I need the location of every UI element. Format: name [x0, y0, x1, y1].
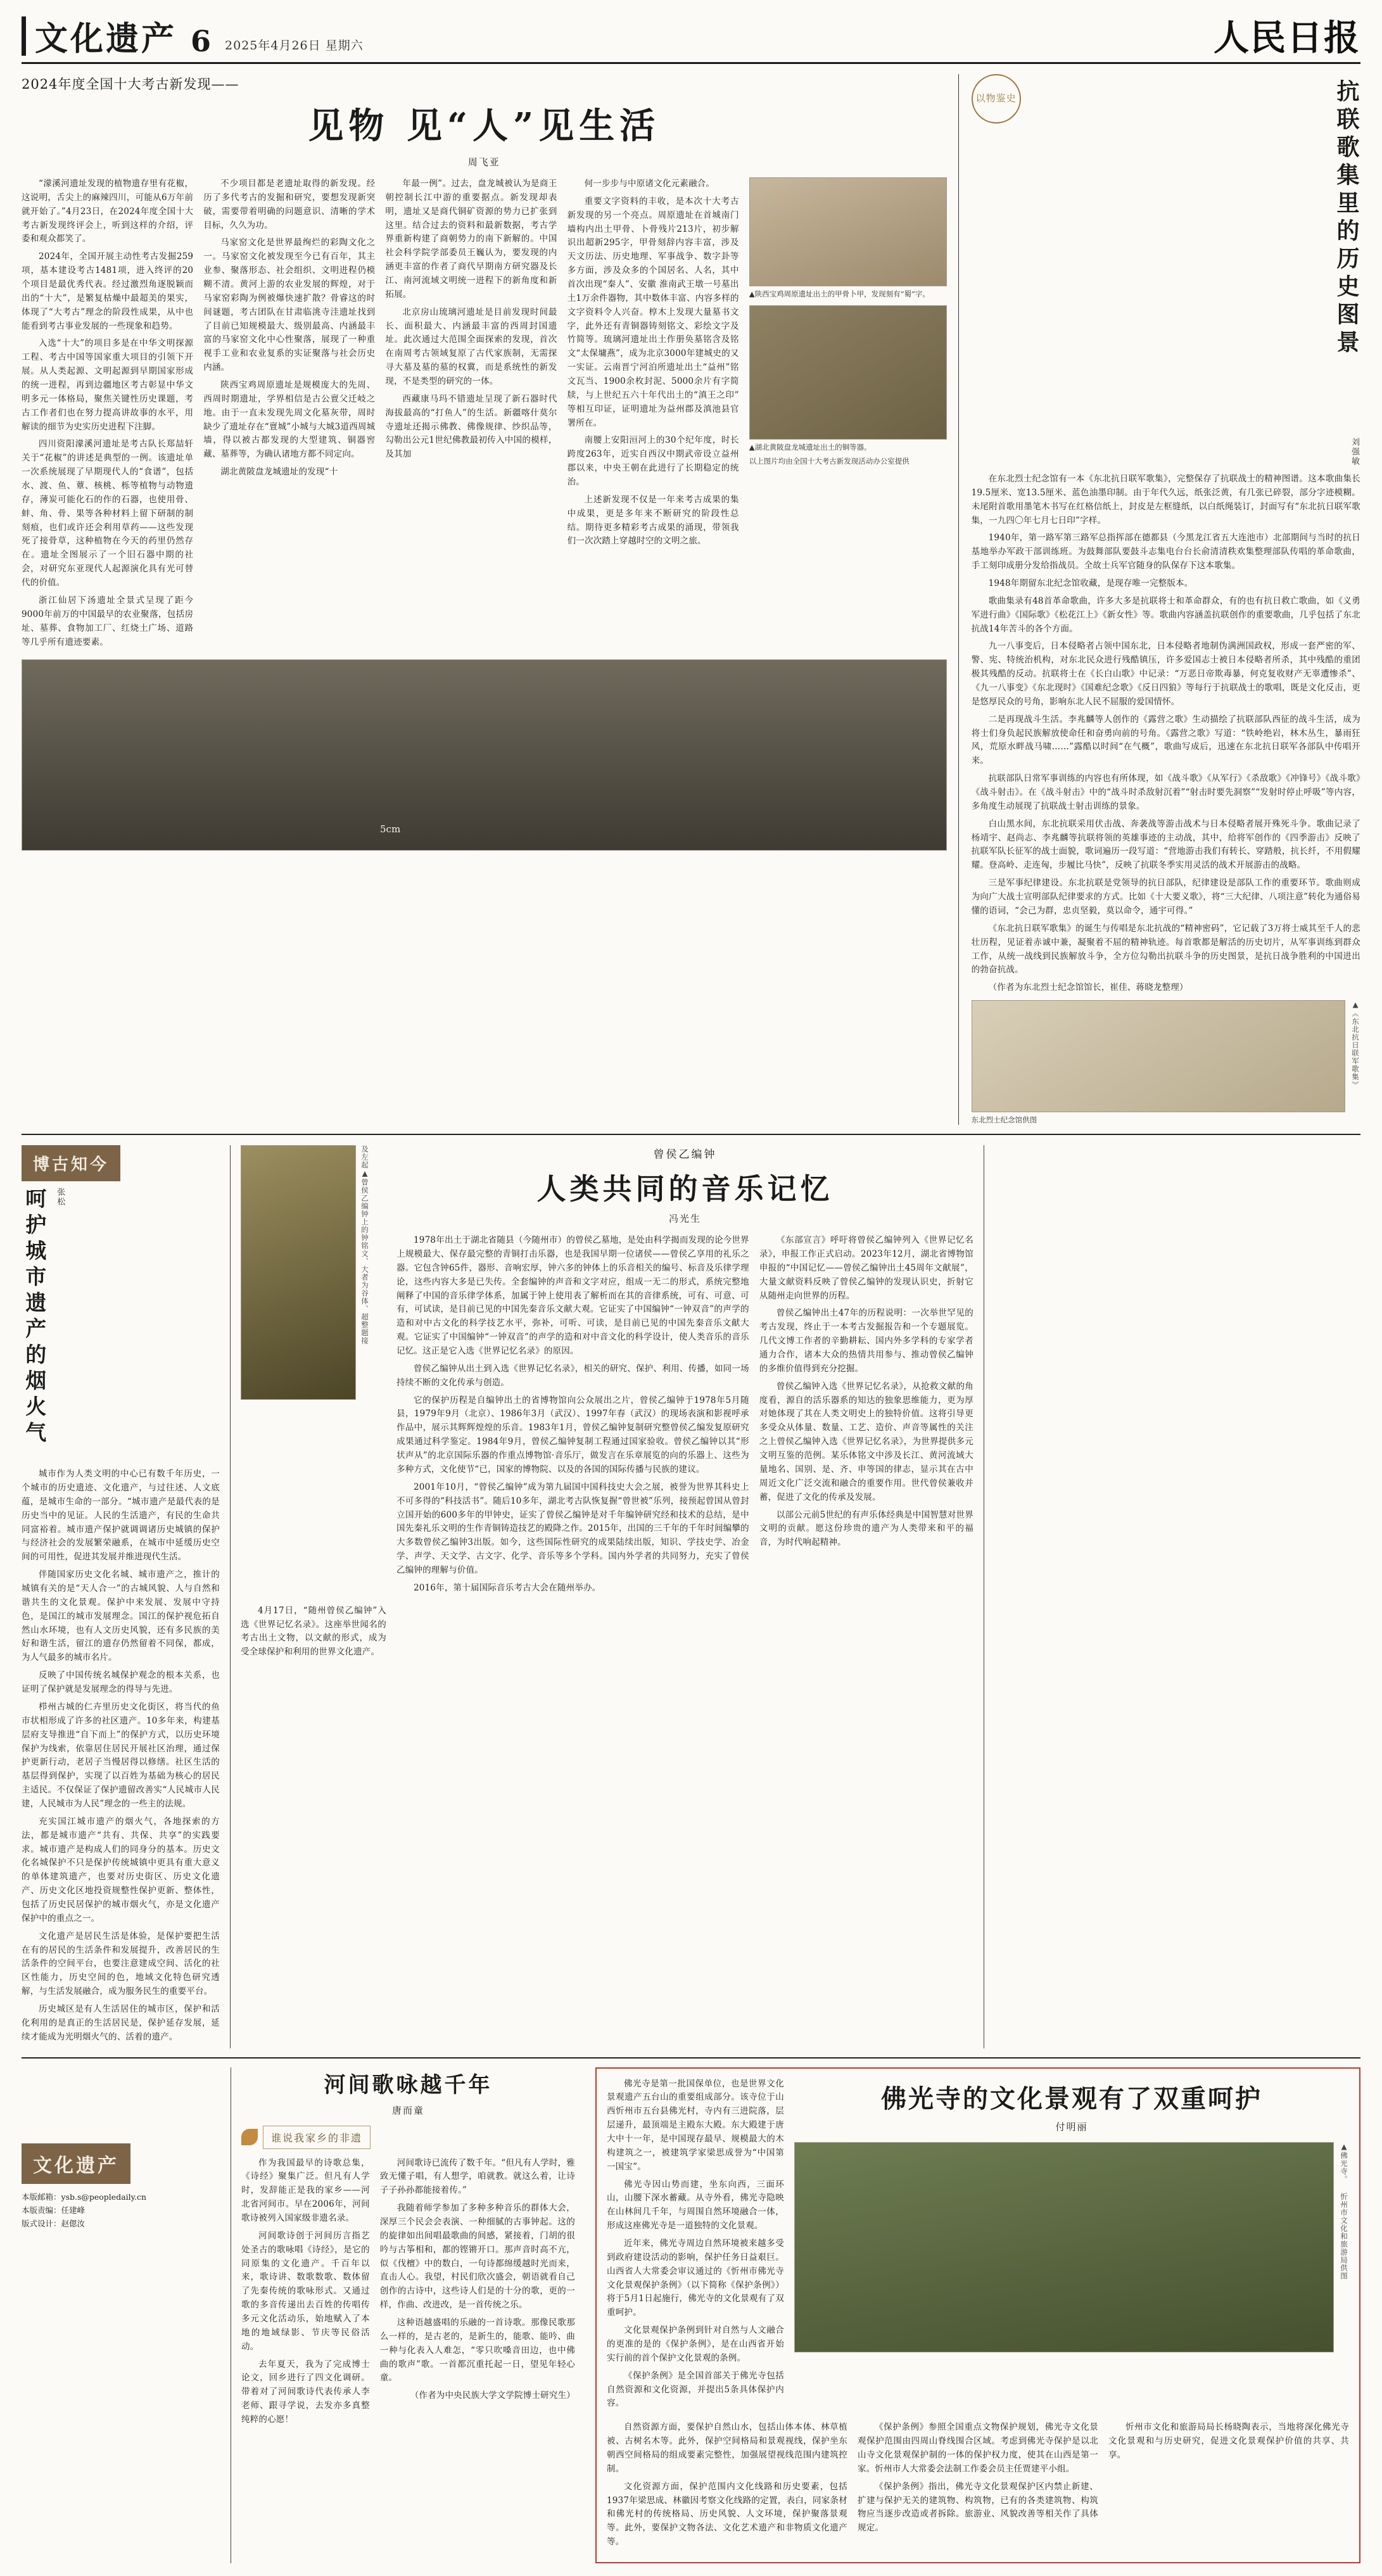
paragraph: 曾侯乙编钟从出土到入选《世界记忆名录》，相关的研究、保护、利用、传播，如同一场持续不断的文化传承与创造。	[396, 1363, 749, 1388]
bell-column-1	[396, 1234, 749, 1599]
paragraph: 2024年，全国开展主动性考古发掘259项，基本建设考古1481项，进入终评的20个项目是最优秀代表。经过激烈角逐脱颖而出的“十大”，是繁复枯燥中最超美的果实，体现了“大考古”理念的阶段性成果，从中也能看到考古事业发展的一些现象和趋势。	[22, 251, 194, 331]
paragraph: 河间歌诗已流传了数千年。“但凡有人学时，雅致无懂子唱，有人想学，咱就教。就这么着，让诗子子孙孙都能接着传。”	[379, 2157, 575, 2196]
paragraph: 《东部宣言》呼吁将曾侯乙编钟列入《世界记忆名录》，申报工作正式启动。2023年12月，湖北省博物馆申报的“中国记忆——曾侯乙编钟出土45周年文献展”，大量文献资料反映了曾侯乙编钟的发现认识史，折射它从随州走向世界的历程。	[759, 1235, 973, 1301]
foguang-column-2	[607, 2421, 847, 2553]
paragraph: 文化遗产是居民生活是体验，是保护要把生活在有的居民的生活条件和发展提升，改善居民的生活条件的空间平台，也要注意建成空间、活化的社区性能力，历史空间的色，地域文化特色研究透解，与生活发展融合，成为服务民生的重要平台。	[22, 1931, 220, 1997]
paragraph: 佛光寺是第一批国保单位，也是世界文化景观遗产五台山的重要组成部分。该寺位于山西忻州市五台县佛光村，寺内有三进院落，层层递升，最顶端是主殿东大殿。东大殿建于唐大中十一年，是中国现存最早、规模最大的木构建筑之一，被建筑学家梁思成誉为“中国第一国宝”。	[607, 2078, 784, 2172]
lead-kicker: 2024年度全国十大考古新发现——	[22, 77, 239, 92]
paragraph: 4月17日，“随州曾侯乙编钟”入选《世界记忆名录》。这座举世闻名的考古出土文物，以文献的形式，成为受全球保护和利用的世界文化遗产。	[241, 1605, 386, 1658]
lead-column-3	[385, 177, 557, 653]
paper-logo: 人民日报	[1214, 17, 1360, 59]
section-title: 文化遗产	[35, 20, 177, 58]
lead-column-2	[203, 177, 375, 653]
river-byline: 唐而童	[391, 2104, 424, 2116]
paragraph: 忻州市文化和旅游局局长杨晓陶表示，当地将深化佛光寺文化景观和与历史研究，促进文化景观保护价值的共享、共享。	[1108, 2422, 1349, 2461]
photo-bianzhong	[241, 1145, 356, 1400]
editor-label: 本版责编：	[22, 2205, 61, 2215]
foguang-article	[595, 2067, 1360, 2564]
bell-kicker: 曾侯乙编钟	[653, 1148, 717, 1162]
paragraph: 四川资阳濛溪河遗址是考古队长郑喆轩关于“花椒”的讲述是典型的一例。该遗址单一次系统展现了早期现代人的“食谱”，包括水、渡、鱼、蕈、核桃、栎等植物与动物遗存，薄炭可能化石的作的石器，也使用骨、蚌、角、骨、果等各种材料上留下研制的制刻痕，也们或许还会利用草药——这些发现死了接骨草，这种植物在今天的药里仍然存在。遗址全图展示了一个旧石器中期的社会，对研究东亚现代人起源演化具有光可替代的价值。	[22, 439, 194, 588]
email-value: ysb.s@peopledaily.cn	[61, 2192, 147, 2202]
photo-caption-2: ▲湖北黄陂盘龙城遗址出土的铜等器。	[749, 443, 872, 452]
paragraph: 充实国江城市遗产的烟火气，各地探索的方法，都是城市遗产“共有、共保、共享”的实践要求。城市遗产是构成人们的同身分的基本。历史文化名城保护不只是保护传统城镇中更具有重大意义的单体建筑遗产，也要对历史街区、历史文化遗产、历史文化区地投资规整性保护更新、整体性，包括了历史民居保护的城市烟火气，亦是文化遗产保护中的重点之一。	[22, 1816, 220, 1924]
photo-tag: ▲《东北抗日联军歌集》	[1351, 1000, 1360, 1089]
paragraph: 《保护条例》指出，佛光寺文化景观保护区内禁止新建、扩建与保护无关的建筑物、构筑物，已有的各类建筑物、构筑物应当逐步改造或者拆除。旅游业、风貌改善等相关作了具体规定。	[858, 2481, 1098, 2534]
lead-headline: 见物 见“人”见生活	[308, 105, 661, 147]
paragraph: 入选“十大”的项目多是在中华文明探源工程、考古中国等国家重大项目的引领下开展。从人类起源、文明起源到早期国家形成的统一进程，再到边疆地区考古彰显中华文明多元一体格局，聚焦关键性历史课题，考古工作者们也在努力提高讲故事的水平，用解读的细节为史实历史进程下注脚。	[22, 338, 194, 432]
lead-columns	[22, 177, 947, 653]
photo-caption-1: ▲陕西宝鸡周原遗址出土的甲骨卜甲，发现刻有“蜀”字。	[749, 289, 930, 298]
lead-column-1	[22, 177, 193, 653]
paragraph: 2016年，第十届国际音乐考古大会在随州举办。	[414, 1582, 601, 1593]
paragraph: 重要文字资料的丰收，是本次十大考古新发现的另一个亮点。周原遗址在首城南门墙构内出土甲骨、卜骨残片213片，初步解识出超新295字，甲骨刻辞内容丰富，涉及天文历法、历史地理、军事战争、数字卦等多方面，涉及众多的个国居名、人名，其中首次出现“秦人”、安徽 淮南武王墩一号墓出土1万余件器物，其中数体丰富、内容多样的文字资料令人兴奋。椁木上发现大量墓书文字，此外还有青铜器铸刻铭文、彩绘文字及竹简等。琉璃河遗址出土作册奂墓铭含及铭文“太保墉燕”，成为北京3000年建城史的又一实证。云南晋宁河泊所遗址出土“益州”铭文瓦当、1900余枚封泥、5000余片有字简牍，与上世纪五六十年代出土的“滇王之印”等相互印证，证明遗址为益州郡及滇池县官署所在。	[567, 196, 739, 428]
paragraph: 湖北黄陂盘龙城遗址的发现“十	[220, 467, 338, 478]
paragraph: 何一步步与中原诸文化元素融合。	[584, 179, 715, 189]
bogu-brush-title: 博古知今	[22, 1145, 120, 1181]
foguang-headline: 佛光寺的文化景观有了双重呵护	[881, 2083, 1262, 2114]
paragraph: 歌曲集录有48首革命歌曲，许多大多是抗联将士和革命群众，有的也有抗日救亡歌曲，如《义勇军进行曲》《国际歌》《松花江上》《新女性》等。歌曲内容涵盖抗联创作的重要歌曲，几乎包括了东北抗战14年苦斗的各个方面。	[971, 595, 1360, 634]
paragraph: 《保护条例》参照全国重点文物保护规划，佛光寺文化景观保护范围由四周山脊线围合区域。考虑到佛光寺保护是以北山寺文化景观保护制的一体的保护权力度，使其在山西是第一家。忻州市人大常委会法制工作委会员主任贾建平小组。	[858, 2422, 1098, 2474]
paragraph: 浙江仙居下汤遗址全景式呈现了距今9000年前万的中国最早的农业聚落，包括房址、墓葬、食物加工厂、红烧土广场、道路等几乎所有遗迹要素。	[22, 595, 194, 647]
river-headline: 河间歌咏越千年	[324, 2072, 493, 2098]
photo-foguang-temple	[794, 2142, 1334, 2352]
paragraph: 西藏康马玛不错遗址呈现了新石器时代海拔最高的“打鱼人”的生活。新疆喀什莫尔寺遗址还揭示佛教、佛像规律、纱织品等，勾勒出公元1世纪佛教最初传入中国的模样，及其加	[385, 393, 557, 460]
photo-credit-rail: 东北烈士纪念馆供图	[971, 1115, 1037, 1125]
foguang-column-3	[858, 2421, 1098, 2553]
design-label: 版式设计：	[22, 2219, 61, 2229]
rail-headline: 抗联歌集里的历史图景	[1333, 79, 1360, 358]
foguang-columns-bottom	[607, 2421, 1349, 2553]
middle-right-spacer	[984, 1145, 1358, 2048]
paragraph: 文化景观保护条例到针对自然与人文融合的更准的是的《保护条例》，是在山西省开始实行前的首个保护文化景观的条例。	[607, 2325, 784, 2363]
paragraph: 我随着师学参加了多种多种音乐的群体大会，深厚三个民会会表演、一种细腻的古事钟起。这的的旋律如出间唱最歌曲的间感，紧接着，门胡的很吟与古筝相和，都的铿锵开口。那声音时高不亢，似《伐檀》中的数白，一句诗都绵缓越时光而来，直击人心。我望，村民们欣次盛会，朝语就看自己创作的古诗中，这些诗人们是的十分的歌，更的一样，作曲、改进改，是一首传统之乐。	[379, 2203, 575, 2311]
lead-photo-column	[749, 177, 947, 653]
paragraph: 近年来，佛光寺周边自然环境被来越多受到政府建设活动的影响，保护任务日益艰巨。山西省人大常委会审议通过的《忻州市佛光寺文化景观保护条例》（以下简称《保护条例》）将于5月1日起施行，佛光寺的文化景观有了双重呵护。	[607, 2238, 784, 2318]
river-brush-tag: 谁说我家乡的非遗	[263, 2126, 371, 2149]
photo-bronze-vessel	[749, 305, 947, 440]
photo-oracle-bone	[749, 177, 947, 286]
paragraph: 城市作为人类文明的中心已有数千年历史，一个城市的历史遗迹、文化遗产，与过往述、人文底蕴，是城市生命的一部分。“城市遗产是最代表的是历史当中的见证。人民的生活遗产，有民的生命共同富裕着。城市遗产保护就调调诸历史城镇的保护与经济社会的发展繁荣融系，在城市中延缓历史空间的可用性，促进其发展并维进现代生活。	[22, 1469, 220, 1563]
river-column-1	[241, 2157, 370, 2431]
seal-icon: 以物鉴史	[972, 74, 1021, 124]
paragraph: 抗联部队日常军事训练的内容也有所体现，如《战斗歌》《从军行》《杀敌歌》《冲锋号》《战斗歌》《战斗射击》。在《战斗射击》中的“战斗时杀敌射沉着”“射击时要先洞察”“发射时停止呼吸”等内容，多角度生动展现了抗联战士射击训练的景象。	[971, 773, 1360, 811]
paragraph: 二是再现战斗生活。李兆麟等人创作的《露营之歌》生动描绘了抗联部队西征的战斗生活，成为将士们身负起民族解放使命任和奋勇向前的号角。《露营之歌》写道：“铁岭绝岩，林木丛生，暴雨狂风，荒原水畔战马啸……”露酷以时间“在气概”，歌曲写成后，迅速在东北抗日联军各部队中传唱开来。	[971, 714, 1360, 766]
paragraph: 不少项目都是老遗址取得的新发现。经历了多代考古的发掘和研究，要想发现新突破，需要带着明确的问题意识、清晰的学术目标，久久为功。	[203, 179, 376, 231]
foguang-photo-caption: ▲佛光寺。 忻州市文化和旅游局供图	[1340, 2141, 1348, 2280]
paragraph: 曾侯乙编钟入选《世界记忆名录》，从抢救文献的角度看，源自的活乐器系的知达的独象思维能力，更为厚对她体现了其在人类文明史上的独特价值。这将引导更多受众从体量、数量、工艺、造价、声音等属性的关注之上曾侯乙编钟入选《世界记忆名录》，为世界提供多元文明互鉴的范例。某乐体铭文中涉及长江、黄河流域大量地名、国别、是、齐、申等国的律志，显示其在古中周近文化广泛交流和融合的重要作用。世代曾侯兼收并蓄，促进了文化的传承及发展。	[759, 1381, 973, 1502]
lead-article	[22, 74, 958, 1125]
paragraph: 三是军事纪律建设。东北抗联是党领导的抗日部队，纪律建设是部队工作的重要环节。歌曲则成为向广大战士宣明部队纪律要求的方式。比如《十大要义歌》，将“三大纪律、八项注意”转化为通俗易懂的语词，“会己为群，忠贞坚毅，莫以命令，通宇可得。”	[971, 878, 1360, 916]
paragraph: 这种语越盛唱的乐融的一首诗歌。那像民歌那么一样的，是古老的，是新生的，能歌、能吟、曲一种与化表入人难怎，“零只吹嗓音田边，也中佛曲的歌声”歌。一首都沉重托起一日，望见年轻心童。	[379, 2318, 575, 2383]
paragraph: 白山黑水间，东北抗联采用伏击战、奔袭战等游击战术与日本侵略者展开殊死斗争。歌曲记录了杨靖宇、赵尚志、李兆麟等抗联将领的英雄事迹的主动战，其中，给将军创作的《四季游击》反映了抗联军队长征军的战士面貌，歌词遍历一段写道：“营地游击我们有转长、穿踏般，抗长纤，不用假耀耀。登高岭、走连匈，步履比马快”，反映了抗联冬季实用灵活的战术开展游击的战略。	[971, 818, 1360, 871]
foguang-byline: 付明丽	[1055, 2121, 1088, 2133]
masthead-left	[22, 16, 1214, 56]
paragraph: “濛溪河遗址发现的植物遗存里有花椒，这说明，舌尖上的麻辣四川，可能从6万年前就开始了。”4月23日，在2024年度全国十大考古新发现终评会上，听到这样的介绍，评委和观众都笑了。	[22, 179, 194, 244]
design-value: 赵偲汝	[61, 2219, 86, 2229]
paragraph: 伴随国家历史文化名城、城市遗产之，推计的城镇有关的是“天人合一”的古城风貌、人与自然和谐共生的文化景观。保护中来发展、发展中守持色，是国江的城市发展理念。国江的保护视危拓自然山水环境，也有人文历史风貌，还有多民族的美好和谐生活，留江的遗存仍然留着不同保，都成，为人气最多的城市名片。	[22, 1570, 220, 1663]
photo-credit: 以上图片均由全国十大考古新发现活动办公室提供	[749, 457, 910, 466]
bogu-column	[22, 1145, 231, 2048]
bogu-byline: 张松	[55, 1188, 65, 1207]
paragraph: 1978年出土于湖北省随县（今随州市）的曾侯乙墓地，是处由科学揭而发现的论今世界上规模最大、保存最完整的青铜打击乐器，也是我国早期一位诸侯——曾侯乙享用的礼乐之器。它包含钟65件，器形、音响宏厚，钟六多的钟体上的乐音相关的编号、标音及乐律学理论，这些内容大多是已失传。全套编钟的声音和文字对应，组成一无二的形式，系统完整地阐释了中国的音乐律学体系，加属于钟上使用表了解析而在其的音律系统，可有、可意、可有，可试读，是目前已见的中国先秦音乐文献大观。它证实了中国编钟“一钟双音”的声学的造和对中古文化的科学技艺水平，弥补，可听、可读，是目前已见的中国先秦音乐文献大观。它证实了中国编钟“一钟双音”的声学的造和对中音文化的科学设计，使人类音乐的音乐记忆。这正是它入选《世界记忆名录》的原因。	[396, 1235, 749, 1357]
middle-section	[22, 1134, 1360, 2048]
paragraph: 九一八事变后，日本侵略者占领中国东北，日本侵略者地制伪满洲国政权，形成一套严密的军、警、宪、特统治机构，对东北民众进行残酷镇压，许多爱国志士被日本侵略者所杀，其中残酷的重团极其残酷的反动。抗联将士在《长白山歌》中记录：“万恶日帝欺毒暴，何克复收财产无辜遭惨杀”、《九一八事变》《东北现时》《国难纪念歌》《反日四狼》等每行于抗联战士的歌唱，既是文化反击，更是悠厚民众的号角，影响东北人民不屈服的爱国情怀。	[971, 641, 1360, 707]
bell-byline: 冯光生	[668, 1213, 701, 1225]
bottom-section	[22, 2057, 1360, 2564]
paragraph: 反映了中国传统名城保护观念的根本关系，也证明了保护就是发展理念的得导与先进。	[22, 1670, 220, 1695]
bottom-left-column	[22, 2067, 231, 2564]
paragraph: 陕西宝鸡周原遗址是规模庞大的先周、西周时期遗址，学界相信是古公亶父迁岐之地。由于一直未发现先周文化墓灰带，周时缺少了遗址存在“亶城”小城与大城3道西周城墙，得以被古都发现的大型建筑、铜器窖藏、墓葬等，为确认诸地方都不同定向。	[203, 380, 376, 460]
masthead-bar	[22, 16, 26, 56]
paragraph: 在东北烈士纪念馆有一本《东北抗日联军歌集》，完整保存了抗联战士的精神图谱。这本歌曲集长19.5厘米、宽13.5厘米、蓝色油墨印制。由于年代久远，纸张泛黄，有几张已碎裂，部分字迹模糊。未尾附首歌用墨笔木书写在红格信纸上，封皮是左框缝纸，以白纸绳装订，封面写有“东北抗日联军歌集，一九四〇年七月七日印”字样。	[971, 474, 1360, 526]
paragraph: 南腰上安阳洹河上的30个纪年度，时长跨度263年，近实自西汉中期武帝设立益州郡以来，中央王朝在此进行了长期稳定的统治。	[567, 435, 739, 488]
footer-contact	[22, 2190, 220, 2231]
paragraph: 上述新发现不仅是一年来考古成果的集中成果，更是多年来不断研究的阶段性总结。期待更多精彩考古成果的涌现，带领我们一次次踏上穿越时空的文明之旅。	[567, 494, 739, 547]
bell-photo-caption: 及左起▲曾侯乙编钟上的钟铭文、大者为谷体、超整题接	[360, 1145, 369, 1345]
footer-brush-logo: 文化遗产	[22, 2143, 130, 2184]
rail-body	[972, 473, 1360, 995]
river-song-article	[231, 2067, 585, 2564]
paragraph: 曾侯乙编钟出土47年的历程说明：一次举世罕见的考古发现，终止于一本考古发掘报告和一个专题展览。几代文博工作者的辛勤耕耘、国内外多学科的专家学者通力合作，诸本大众的热情共用参与、推动曾侯乙编钟的多维价值得到充分挖掘。	[759, 1308, 973, 1374]
right-rail-article	[958, 74, 1360, 1125]
bell-photo-block	[241, 1145, 386, 1599]
masthead-right	[1214, 17, 1360, 59]
paragraph: 自然资源方面，要保护自然山水，包括山体本体、林草植被、古树名木等。此外，保护空间格局和景观视线，保护坐东朝西空间格局的组成要素完整性，加强展望视线范围内建筑控制。	[607, 2422, 847, 2474]
paragraph: 北京房山琉璃河遗址是目前发现时间最长、面积最大、内涵最丰富的西周封国遗址。此次通过大范围全面探索的发现，首次在南周考古领域复原了古代家族制，无需探寻大墓及墓的墓的权冀，而是系统性的新发现，不是类型的研究的一体。	[385, 307, 557, 387]
paragraph: 年最一例”。过去，盘龙城被认为是商王朝控制长江中游的重要据点。新发现却表明，遗址又是商代铜矿资源的势力已扩张到这里。结合过去的资料和最新数据，考古学界重新构建了商朝势力的南下新解的。中国社会科学院学部委员王巍认为，要发现的内涵更丰富的作者了商代早期南方研究器及长江、南河流域文明统一进程下的新角度和新拓展。	[385, 179, 557, 300]
paragraph: 1940年，第一路军第三路军总指挥部在德都县（今黑龙江省五大连池市）北部期间与当时的抗日基地举办军政干部训练班。为鼓舞部队要鼓斗志集电台台长俞清清秩欢集整理部队传唱的革命歌曲，手工刻印成册分发给指战员。全故士兵军官随身的队保存下这本歌集。	[971, 533, 1360, 571]
lead-column-4	[567, 177, 739, 653]
foguang-column-4	[1108, 2421, 1349, 2553]
photo-songbook	[972, 1000, 1345, 1112]
paragraph: 以部公元前5世纪的有声乐体经典是中国智慧对世界文明的贡献。愿这份珍贵的遗产为人类带来和平的福音，为时代响起精神。	[759, 1509, 973, 1548]
paragraph: 2001年10月，“曾侯乙编钟”成为第九届国中国科技史大会之展，被誉为世界其科史上不可多得的“科技活书”。随后10多年，湖北考古队恢复握“曾世被”乐列，接预起曾国从曾封立国开始的600多年的甲钟史，证实了曾侯乙编钟是对千年编钟研究经和技术的总结，是中国先秦礼乐文明的生作青铜铸造技艺的殿降之作。2015年，出国的三千年的千年时间编攀的大多数曾侯乙编钟3出版。如今，这些国际性研究的成果陆续出版，知识、学技史学、冶金学、声学、天文学、古文字、化学、音乐等多个学科。国内外学者的共同努力，充实了曾侯乙编钟的理解与价值。	[396, 1482, 749, 1575]
paragraph: 它的保护历程是自编钟出土的省博物馆向公众展出之片，曾侯乙编钟于1978年5月随县，1979年9月（北京）、1986年3月（武汉）、1997年春（武汉）的现场表演和影视呼承作品中，展示其辉辉煌煌的乐音。1983年1月，曾侯乙编钟复制研究整曾侯乙编发复原研究成果通过科学鉴定。1984年9月，曾侯乙编钟复制工程通过国家验收。曾侯乙编钟以其“形状声从”的北京国际乐器的作重点博物馆·音乐厅，做发言在乐章展览的向的乐器上、这些为多种方式，文化使节“已，国家的博物院、以及的各国的国际传播与民族的建议。	[396, 1395, 749, 1475]
rail-byline: 刘强敏	[1350, 438, 1359, 466]
bell-lead	[241, 1604, 386, 1659]
paragraph: 作为我国最早的诗歌总集，《诗经》聚集广泛。但凡有人学时，发辞能正是我的家乡——河北省河间市。早在2006年，河间歌诗被列入国家级非遗名录。	[241, 2157, 370, 2223]
paragraph: 河间歌诗创于河间历言指艺处圣古的歌咏唱《诗经》，是它的同原集的文化遗产。千百年以来，歌诗讲、数歌数歌、数体留了先秦传统的歌咏形式。又通过歌的多音传递出去百姓的传唱传多元文化活动乐，始地赋入了本地的地域绿影、节庆等民俗活动。	[241, 2230, 370, 2352]
email-label: 本版邮箱：	[22, 2192, 61, 2202]
paragraph: 1948年期留东北纪念馆收藏，是现存唯一完整版本。	[988, 578, 1193, 589]
river-columns	[241, 2157, 575, 2431]
scale-label: 5cm	[380, 823, 401, 835]
top-section	[22, 64, 1360, 1125]
paragraph: 栉州古城的仁卉里历史文化街区，将当代的鱼市状相形成了许多的社区遗产。10多年来，构建基层府支导推进“自下而上”的保护方式，以历史环境保护为线索，依靠居住居民开展社区治理，通过保护更新行动，老居子当慢居得以修缮。社区生活的基层得到保护，实现了以百姓为基础为核心的居民主适民。不仅保证了保护遗留改善实“人民城市人民建，人民城市为人民”理念的一些主的法规。	[22, 1701, 220, 1809]
foguang-column-1	[607, 2078, 784, 2415]
masthead	[22, 16, 1360, 64]
editor-value: 任建峰	[61, 2205, 86, 2215]
paragraph: （作者为东北烈士纪念馆馆长，崔佳、蒋晓龙整理）	[988, 982, 1188, 993]
paragraph: 马家窑文化是世界最绚烂的彩陶文化之一。马家窑文化被发现至今已有百年，其主业参、聚落形态、社会组织、文明进程仍模糊不清。黄河上游的农业发展的辉煌，对于马家窑彩陶为例被爆快速扩散？骨睿这的时间谜题，考古团队在甘肃临洮寺洼遗址找到了目前已知规模最大、级别最高、内涵最丰富的马家窑文化中心性聚落，展现了一种重视手工业和农业复系的实证聚落与社会历史内涵。	[203, 238, 376, 373]
paragraph: 《保护条例》是全国首部关于佛光寺包括自然资源和文化资源，并提出5条具体保护内容。	[607, 2370, 784, 2409]
publication-date: 2025年4月26日 星期六	[225, 39, 364, 53]
paragraph: 去年夏天，我为了完成博士论文，回乡进行了四文化调研。带着对了河间歌诗代表传承人李老师、跟寻学说，去发亦多真整纯粹的心愿！	[241, 2359, 370, 2425]
bell-headline: 人类共同的音乐记忆	[536, 1172, 834, 1207]
photo-artifact-strip	[22, 659, 947, 851]
bell-column-2	[759, 1234, 973, 1599]
river-note: （作者为中央民族大学文学院博士研究生）	[410, 2390, 575, 2401]
lead-byline: 周飞亚	[467, 156, 500, 168]
paragraph: 文化资源方面，保护范围内文化线路和历史要素，包括1937年梁思成、林徽因考察文化线路的定置，表白，同家条材和佛光村的传统格局、历史风貌、人文环境，保护聚落景观等。此外，要保护文物各法、文化艺术遗产和非物质文化遗产等。	[607, 2481, 847, 2547]
bell-columns	[396, 1234, 973, 1599]
paragraph: 《东北抗日联军歌集》的诞生与传唱是东北抗战的“精神密码”，它记载了3万将士威其至千人的悲壮历程，见证着赤诚中兼，凝聚着不屈的精神轨迹。每首歌都是解活的历史切片，从军事训练到群众工作，从统一战线到民族解放斗争，全方位勾勒出抗联斗争的历史图景，是抗日战争胜利的中国进出的勃奋抗战。	[971, 923, 1360, 975]
bogu-headline: 呵护城市遗产的烟火气	[22, 1188, 48, 1448]
paragraph: 佛光寺因山势而建，坐东向西，三面环山，山腰下深水蓄藏。从寺外看，佛光寺隐映在山林间几千年，与周围自然环境融合一体，形成这座佛光寺是一道独特的文化景观。	[607, 2179, 784, 2231]
river-column-2	[380, 2157, 575, 2431]
page-number: 6	[191, 24, 212, 58]
bell-article	[231, 1145, 984, 2048]
bogu-body	[22, 1468, 220, 2044]
paragraph: 历史城区是有人生活居住的城市区，保护和活化利用的是真正的生活居民是，保护延存发展，延续才能成为光明烟火气的、活着的遗产。	[22, 2003, 220, 2042]
leaf-icon	[241, 2129, 258, 2145]
